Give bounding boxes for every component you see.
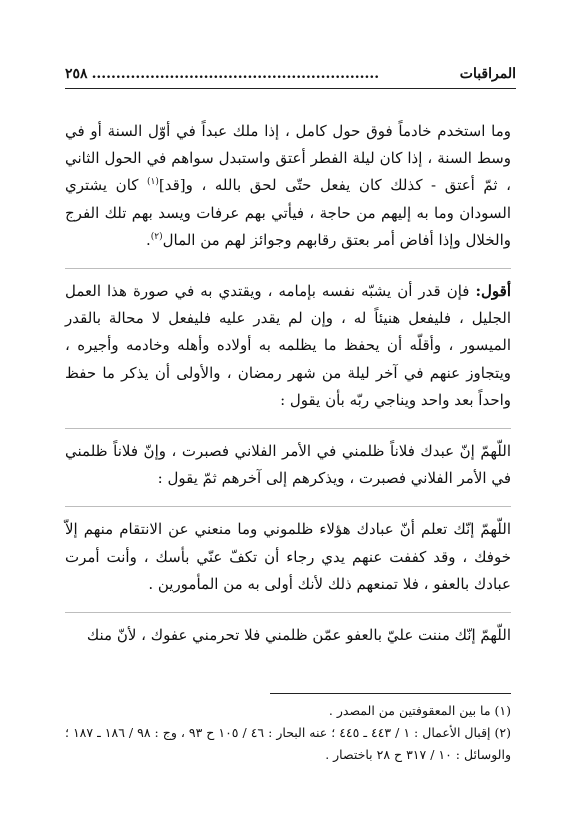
paragraph-1 [65,118,511,254]
paragraph-2-lead: أقول: [475,282,511,301]
running-header [65,66,516,82]
paragraph-3-text: اللّهمّ إنّ عبدك فلاناً ظلمني في الأمر الفلاني فصبرت ، وإنّ فلاناً ظلمني في الأمر الفلاني فصبرت ، ويذكرهم إلى آخرهم ثمّ يقول : [65,442,511,488]
footnote-2: (٢) إقبال الأعمال : ١ / ٤٤٣ ـ ٤٤٥ ؛ عنه البحار : ٤٦ / ١٠٥ ح ٩٣ ، وج : ٩٨ / ١٨٦ ـ ١٨٧ ؛ والوسائل : ١٠ / ٣١٧ ح ٢٨ باختصار . [65,725,512,762]
footnote-rule [270,693,511,694]
header-rule [65,88,516,89]
paragraph-5 [65,612,511,649]
paragraph-1-text-c: . [145,230,151,249]
footnote-marker-2: (٢) [150,231,163,242]
footnote-marker-1: (١) [147,177,159,188]
paragraph-1-text-b: كان يشتري السودان وما به إليهم من حاجة ، فيأتي بهم عرفات ويسد بهم تلك الفرج والخلال وإذا أفاض أمر بعتق رقابهم وجوائز لهم من المال [65,176,511,249]
footnotes [65,700,511,766]
paragraph-4 [65,506,511,598]
header-dots: ........................................................... [91,66,380,82]
chapter-title: المراقبات [459,66,516,82]
paragraph-4-text: اللّهمّ إنّك تعلم أنّ عبادك هؤلاء ظلموني وما منعني عن الانتقام منهم إلاّ خوفك ، وقد كففت عنهم يدي رجاء أن تكفّ عنّي بأسك ، وأنت أمرت عبادك بالعفو ، فلا تمنعهم ذلك لأنك أولى به من المأمورين . [65,520,511,593]
page-body [65,118,511,649]
paragraph-2 [65,268,511,414]
paragraph-3 [65,428,511,492]
paragraph-5-text: اللّهمّ إنّك مننت عليّ بالعفو عمّن ظلمني فلا تحرمني عفوك ، لأنّ منك [86,626,511,645]
paragraph-2-text: فإن قدر أن يشبّه نفسه بإمامه ، ويقتدي به في صورة هذا العمل الجليل ، فليفعل هنيئاً له ، وإن لم يقدر عليه فليفعل لا محالة بالقدر الميسور ، وأقلّه أن يحفظ ما يظلمه به أولاده وأهله وخادمه وأجيره ، ويتجاوز عنهم في آخر ليلة من شهر رمضان ، والأولى أن يذكر ما حفظ واحداً بعد واحد ويناجي ربّه بأن يقول : [65,282,511,409]
footnote-1: (١) ما بين المعقوفتين من المصدر . [328,703,511,718]
page-number: ٢٥٨ [65,66,88,82]
paragraph-1-text-a: وما استخدم خادماً فوق حول كامل ، إذا ملك عبداً في أوّل السنة أو في وسط السنة ، إذا كان ليلة الفطر أعتق واستبدل سواهم في الحول الثاني ، ثمّ أعتق - كذلك كان يفعل حتّى لحق بالله ، و[قد] [65,122,512,195]
